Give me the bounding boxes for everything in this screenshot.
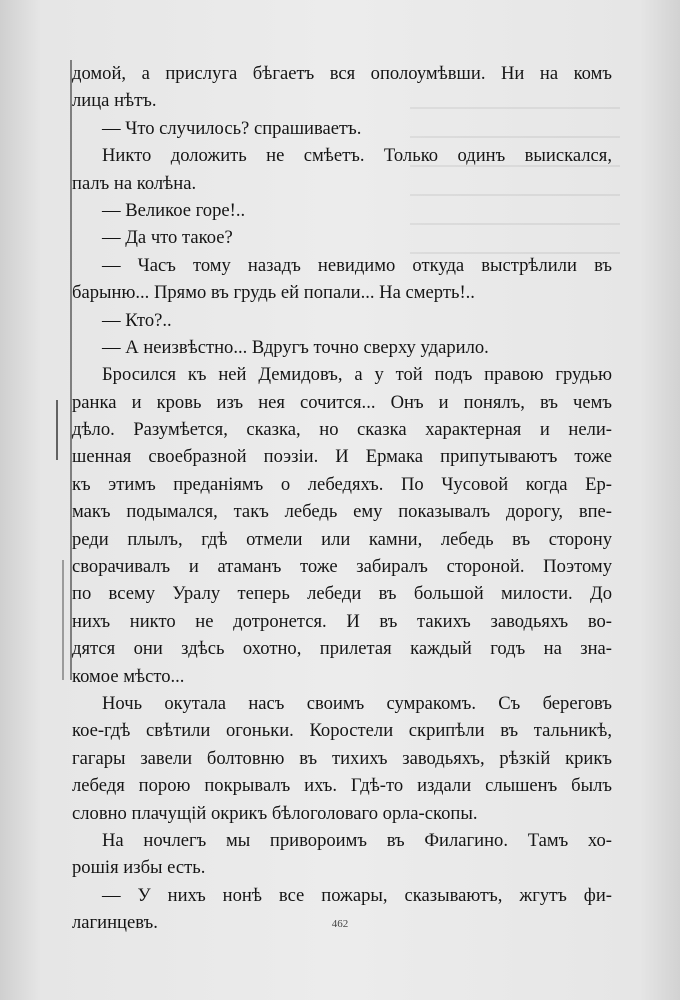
text-line: барыню... Прямо въ грудь ей попали... На смерть!..	[72, 282, 475, 304]
text-line: палъ на колѣна.	[72, 172, 197, 194]
margin-pencil-mark	[62, 560, 64, 680]
text-line: реди плылъ, гдѣ отмели или камни, лебедь въ сторону	[72, 528, 612, 550]
text-line: — Великое горе!..	[102, 199, 246, 221]
text-line: — У нихъ нонѣ все пожары, сказываютъ, жгутъ фи-	[102, 884, 612, 906]
margin-pencil-mark	[56, 400, 58, 460]
text-line: сворачивалъ и атаманъ тоже забиралъ стороной. Поэтому	[72, 556, 612, 578]
text-line: къ этимъ преданіямъ о лебедяхъ. По Чусовой когда Ер-	[72, 473, 612, 495]
text-line: словно плачущій окрикъ бѣлоголоваго орла-скопы.	[72, 802, 478, 824]
text-line: дятся они здѣсь охотно, прилетая каждый годъ на зна-	[72, 638, 612, 660]
text-line: На ночлегъ мы привороимъ въ Филагино. Тамъ хо-	[102, 829, 612, 851]
text-line: — Часъ тому назадъ невидимо откуда выстрѣлили въ	[102, 254, 612, 276]
text-line: — Что случилось? спрашиваетъ.	[102, 117, 362, 139]
text-line: лица нѣтъ.	[72, 90, 157, 112]
text-line: Ночь окутала насъ своимъ сумракомъ. Съ береговъ	[102, 692, 612, 714]
text-line: гагары завели болтовню въ тихихъ заводьяхъ, рѣзкій крикъ	[72, 747, 612, 769]
text-line: — Да что такое?	[102, 227, 233, 249]
text-line: лагинцевъ.	[72, 912, 158, 934]
text-line: Бросился къ ней Демидовъ, а у той подъ правою грудью	[102, 364, 612, 386]
text-line: — А неизвѣстно... Вдругъ точно сверху ударило.	[102, 336, 489, 358]
text-line: домой, а прислуга бѣгаетъ вся ополоумѣвши. Ни на комъ	[72, 63, 612, 84]
text-line: дѣло. Разумѣется, сказка, но сказка характерная и нели-	[72, 419, 612, 441]
text-line: нихъ никто не дотронется. И въ такихъ заводьяхъ во-	[72, 610, 612, 632]
text-line: лебедя порою покрывалъ ихъ. Гдѣ-то издали слышенъ былъ	[72, 775, 612, 797]
page-number: 462	[331, 918, 349, 930]
text-line: Никто доложить не смѣетъ. Только одинъ выискался,	[102, 145, 612, 167]
text-line: кое-гдѣ свѣтили огоньки. Коростели скрипѣли въ тальникѣ,	[72, 720, 612, 742]
text-line: рошія избы есть.	[72, 857, 206, 879]
text-line: комое мѣсто...	[72, 665, 185, 687]
text-line: ранка и кровь изъ нея сочится... Онъ и понялъ, въ чемъ	[72, 391, 612, 413]
text-line: макъ подымался, такъ лебедь ему показывалъ дорогу, впе-	[72, 501, 612, 523]
body-text	[72, 60, 612, 937]
text-line: шенная своебразной поэзіи. И Ермака припутываютъ тоже	[72, 446, 612, 468]
text-line: — Кто?..	[102, 309, 172, 331]
text-line: по всему Уралу теперь лебеди въ большой милости. До	[72, 583, 612, 605]
